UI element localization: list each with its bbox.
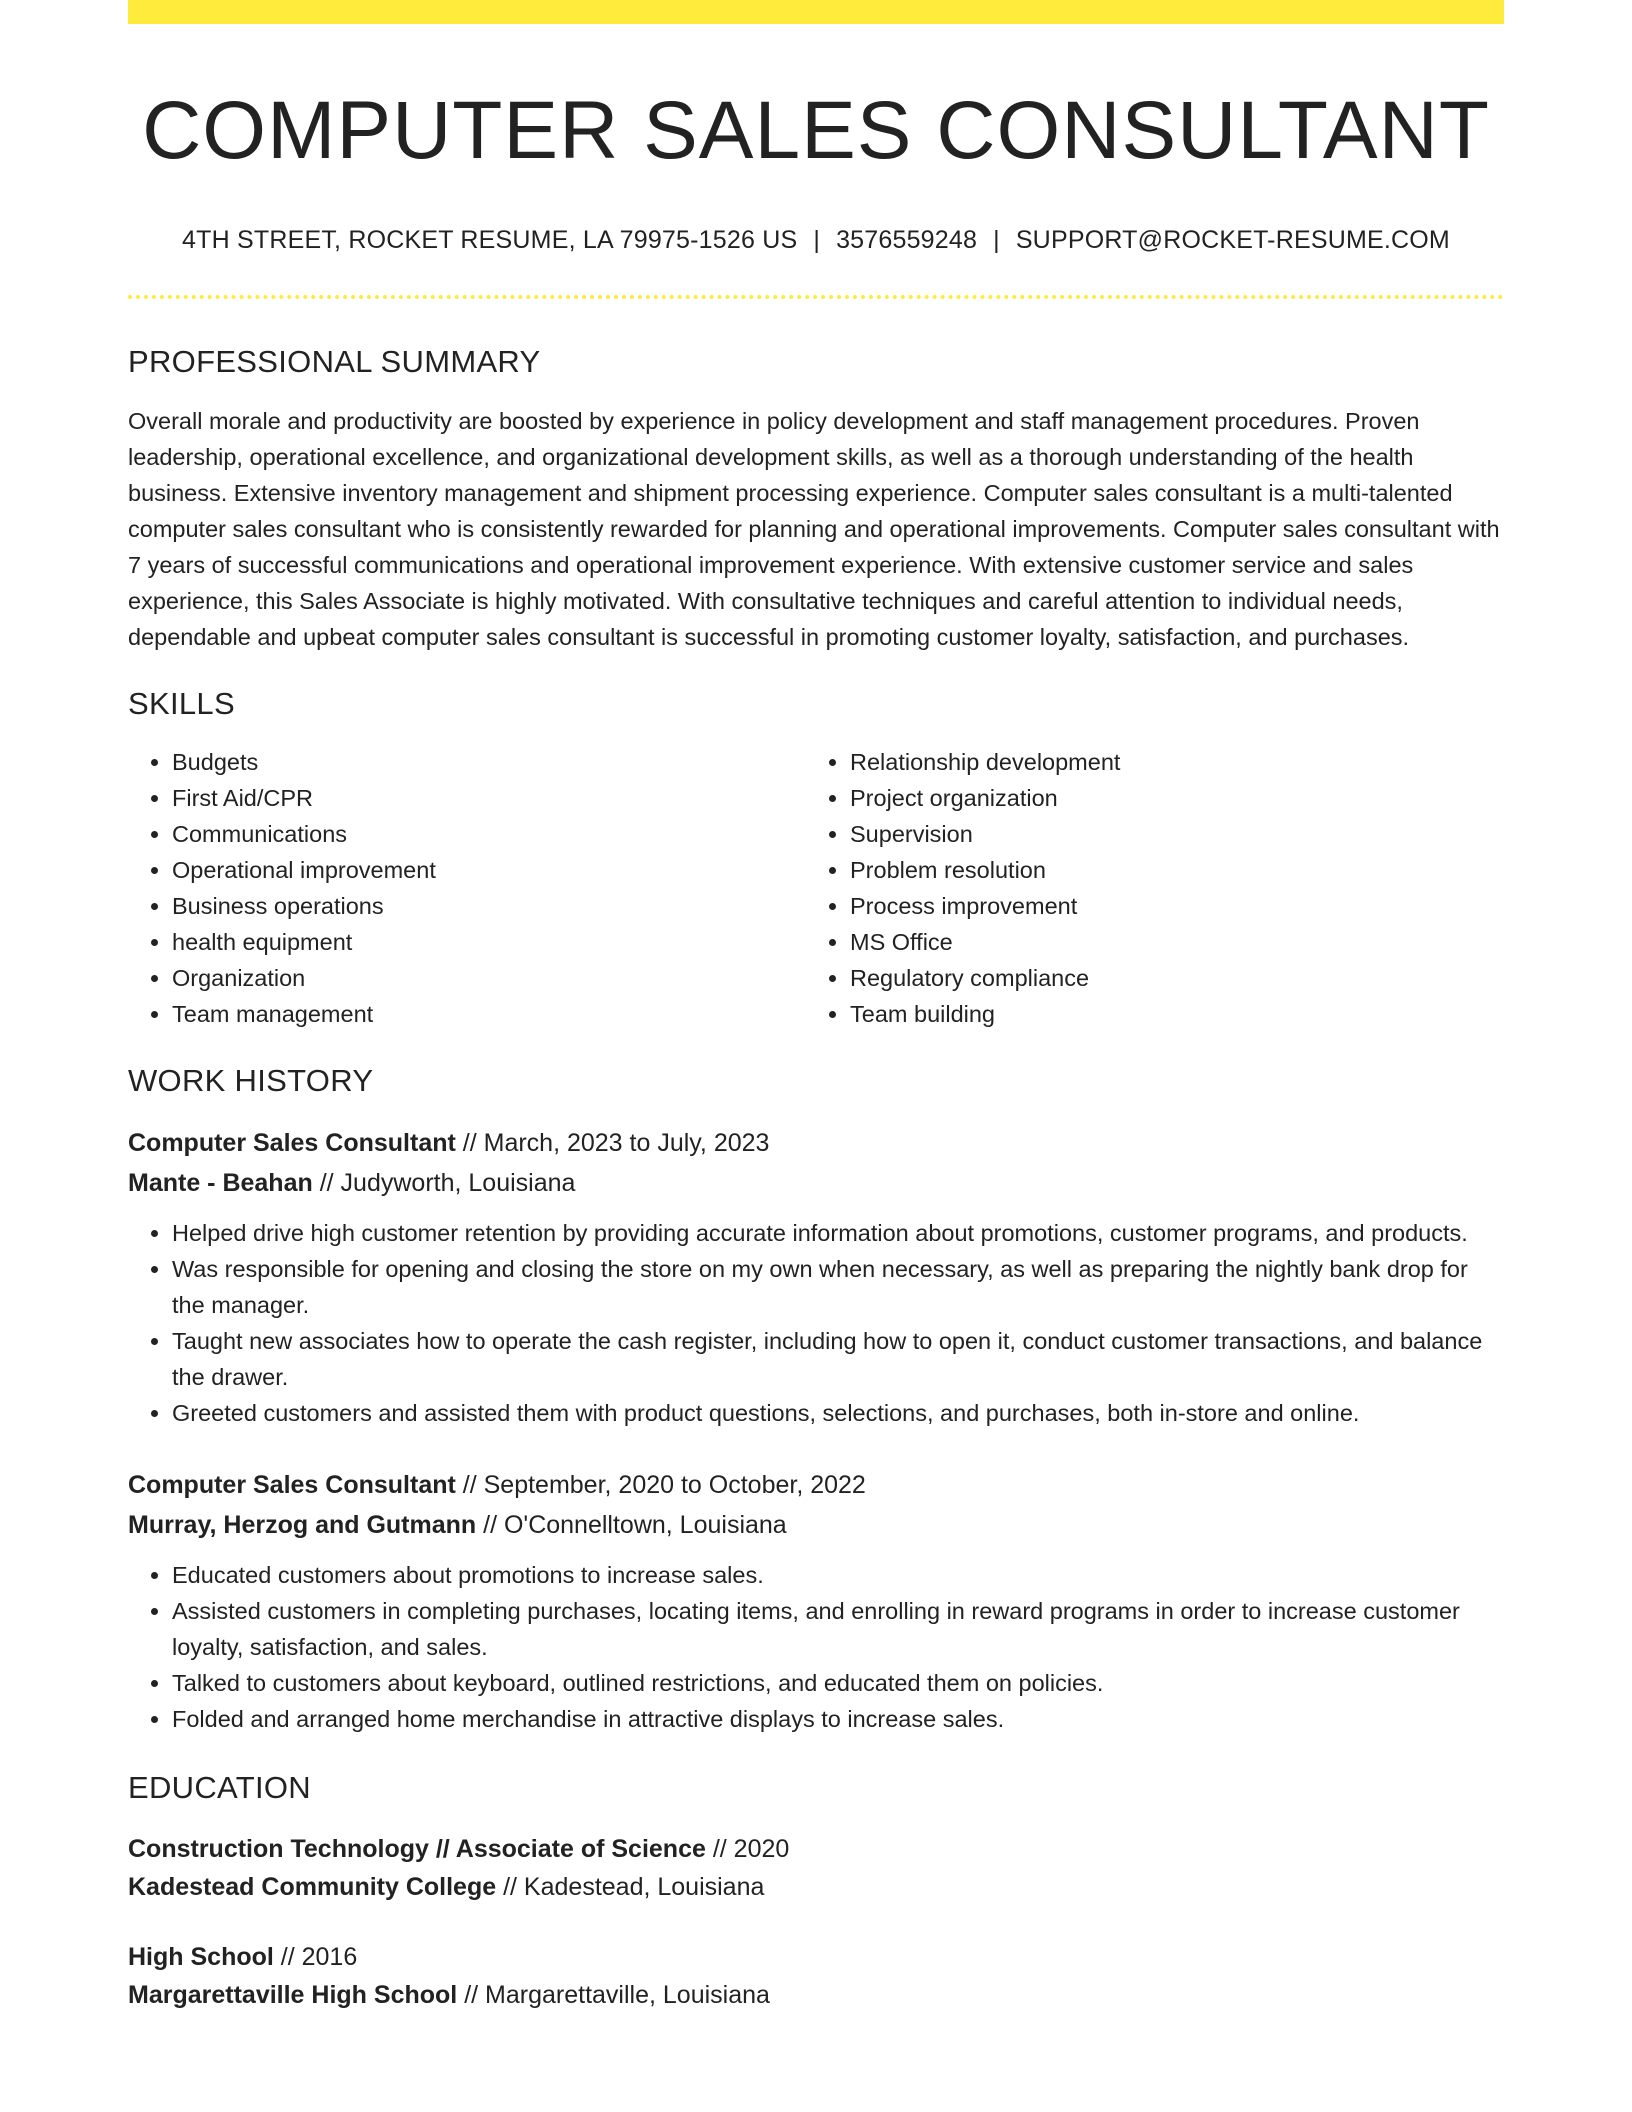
job-entry <box>128 1465 1504 1737</box>
job-company: Mante - Beahan <box>128 1168 313 1197</box>
skill-item: • Operational improvement <box>172 852 806 888</box>
job-bullet: • Educated customers about promotions to increase sales. <box>172 1557 1504 1593</box>
resume-page <box>128 0 1504 2014</box>
education-school: Margarettaville High School <box>128 1981 458 2010</box>
job-role: Computer Sales Consultant <box>128 1470 456 1499</box>
job-dates: // September, 2020 to October, 2022 <box>462 1470 866 1499</box>
job-bullet: • Folded and arranged home merchandise in attractive displays to increase sales. <box>172 1701 1504 1737</box>
skills-heading: SKILLS <box>128 685 235 721</box>
job-entry <box>128 1123 1504 1431</box>
skill-item: • Relationship development <box>850 744 1484 780</box>
job-bullets <box>128 1557 1504 1737</box>
contact-line <box>128 226 1504 255</box>
education-year: // 2016 <box>280 1943 358 1972</box>
education-school: Kadestead Community College <box>128 1873 497 1902</box>
summary-heading: PROFESSIONAL SUMMARY <box>128 344 541 380</box>
skill-item: • Team building <box>850 996 1484 1032</box>
job-company-line <box>128 1505 1504 1545</box>
job-bullet: • Greeted customers and assisted them with product questions, selections, and purchases, both in-store and online. <box>172 1395 1504 1431</box>
skill-item: • Supervision <box>850 816 1484 852</box>
skill-item: • MS Office <box>850 924 1484 960</box>
job-company-line <box>128 1163 1504 1203</box>
education-school-line <box>128 1976 1504 2014</box>
job-company: Murray, Herzog and Gutmann <box>128 1510 477 1539</box>
skill-item: • Business operations <box>172 888 806 924</box>
education-location: // Kadestead, Louisiana <box>503 1873 765 1902</box>
skills-column-left <box>128 744 806 1032</box>
summary-paragraph: Overall morale and productivity are boosted by experience in policy development and staff management procedures. Proven leadership, operational excellence, and organizational development skills, as well as a thorough understanding of the health business. Extensive inventory management and shipment processing experience. Computer sales consultant is a multi-talented computer sales consultant who is consistently rewarded for planning and operational improvements. Computer sales consultant with 7 years of successful communications and operational improvement experience. With extensive customer service and sales experience, this Sales Associate is highly motivated. With consultative techniques and careful attention to individual needs, dependable and upbeat computer sales consultant is successful in promoting customer loyalty, satisfaction, and purchases. <box>128 407 1500 650</box>
job-dates: // March, 2023 to July, 2023 <box>462 1128 770 1157</box>
job-bullet: • Was responsible for opening and closing the store on my own when necessary, as well as preparing the nightly bank drop for the manager. <box>172 1251 1504 1323</box>
skill-item: • health equipment <box>172 924 806 960</box>
skill-item: • Team management <box>172 996 806 1032</box>
contact-phone: 3576559248 <box>836 226 978 255</box>
skills-list <box>128 744 1504 1032</box>
skill-item: • Problem resolution <box>850 852 1484 888</box>
contact-separator: | <box>813 226 821 255</box>
skill-item: • Regulatory compliance <box>850 960 1484 996</box>
education-school-line <box>128 1868 1504 1906</box>
education-location: // Margarettaville, Louisiana <box>464 1981 770 2010</box>
job-role-line <box>128 1123 1504 1163</box>
education-degree-line <box>128 1830 1504 1868</box>
job-location: // Judyworth, Louisiana <box>319 1168 576 1197</box>
job-bullet: • Helped drive high customer retention by providing accurate information about promotions, customer programs, and products. <box>172 1215 1504 1251</box>
skill-item: • Project organization <box>850 780 1484 816</box>
job-bullet: • Talked to customers about keyboard, outlined restrictions, and educated them on policies. <box>172 1665 1504 1701</box>
skill-item: • Process improvement <box>850 888 1484 924</box>
education-entry <box>128 1830 1504 1906</box>
job-bullet: • Taught new associates how to operate the cash register, including how to open it, conduct customer transactions, and balance the drawer. <box>172 1323 1504 1395</box>
education-entry <box>128 1938 1504 2014</box>
skills-column-right <box>806 744 1484 1032</box>
skill-item: • Budgets <box>172 744 806 780</box>
contact-address: 4TH STREET, ROCKET RESUME, LA 79975-1526 US <box>182 226 798 255</box>
skill-item: • Organization <box>172 960 806 996</box>
header-divider <box>128 295 1504 299</box>
education-heading: EDUCATION <box>128 1769 311 1805</box>
contact-email: SUPPORT@ROCKET-RESUME.COM <box>1015 226 1450 255</box>
work-history-heading: WORK HISTORY <box>128 1062 374 1098</box>
education-degree: High School <box>128 1943 274 1972</box>
job-bullets <box>128 1215 1504 1431</box>
job-role: Computer Sales Consultant <box>128 1128 456 1157</box>
accent-top-bar <box>128 0 1504 24</box>
job-role-line <box>128 1465 1504 1505</box>
job-bullet: • Assisted customers in completing purchases, locating items, and enrolling in reward programs in order to increase customer loyalty, satisfaction, and sales. <box>172 1593 1504 1665</box>
job-location: // O'Connelltown, Louisiana <box>483 1510 787 1539</box>
skill-item: • First Aid/CPR <box>172 780 806 816</box>
contact-separator: | <box>993 226 1000 255</box>
education-year: // 2020 <box>712 1835 790 1864</box>
education-degree-line <box>128 1938 1504 1976</box>
candidate-name: COMPUTER SALES CONSULTANT <box>142 85 1490 176</box>
education-degree: Construction Technology // Associate of Science <box>128 1835 706 1864</box>
skill-item: • Communications <box>172 816 806 852</box>
